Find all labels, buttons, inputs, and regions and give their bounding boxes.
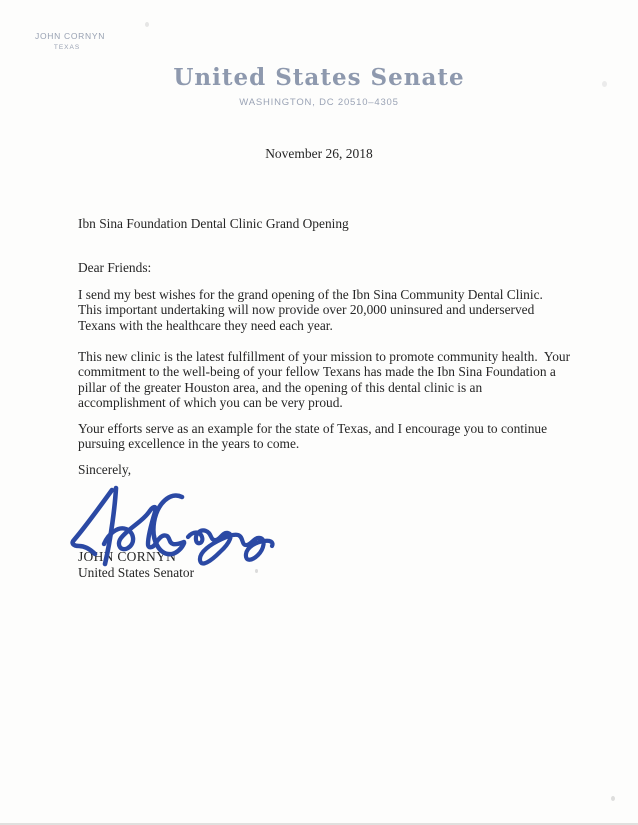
subject-line: Ibn Sina Foundation Dental Clinic Grand Opening [78,216,349,231]
signer-title: United States Senator [78,565,195,580]
salutation: Dear Friends: [78,260,152,275]
letterhead [0,64,638,108]
date-line: November 26, 2018 [265,146,373,161]
sender-name: JOHN CORNYN [35,31,106,41]
body-paragraph-1: I send my best wishes for the grand opening of the Ibn Sina Community Dental Clinic. This important undertaking will now provide over 20,000 uninsured and underserved Texans with the healthcare they need each year. [78,287,550,333]
sender-state: TEXAS [53,44,81,51]
letterhead-title: United States Senate [173,64,465,91]
body-paragraph-2: This new clinic is the latest fulfillment of your mission to promote community health. Your commitment to the well-being of your fellow Texans has made the Ibn Sina Foundation a pillar of the greater Houston area, and the opening of this dental clinic is an accomplishment of which you can be very proud. [78,349,574,411]
scan-artifact [611,796,615,801]
signer-name: JOHN CORNYN [78,549,177,564]
letterhead-address: WASHINGTON, DC 20510–4305 [239,97,399,108]
scan-artifact [145,22,149,27]
sender-block [35,31,106,51]
scan-artifact [602,81,607,87]
signature-john-cornyn [60,482,284,578]
body-paragraph-3: Your efforts serve as an example for the state of Texas, and I encourage you to continue pursuing excellence in the years to come. [78,421,551,452]
closing: Sincerely, [78,462,132,477]
